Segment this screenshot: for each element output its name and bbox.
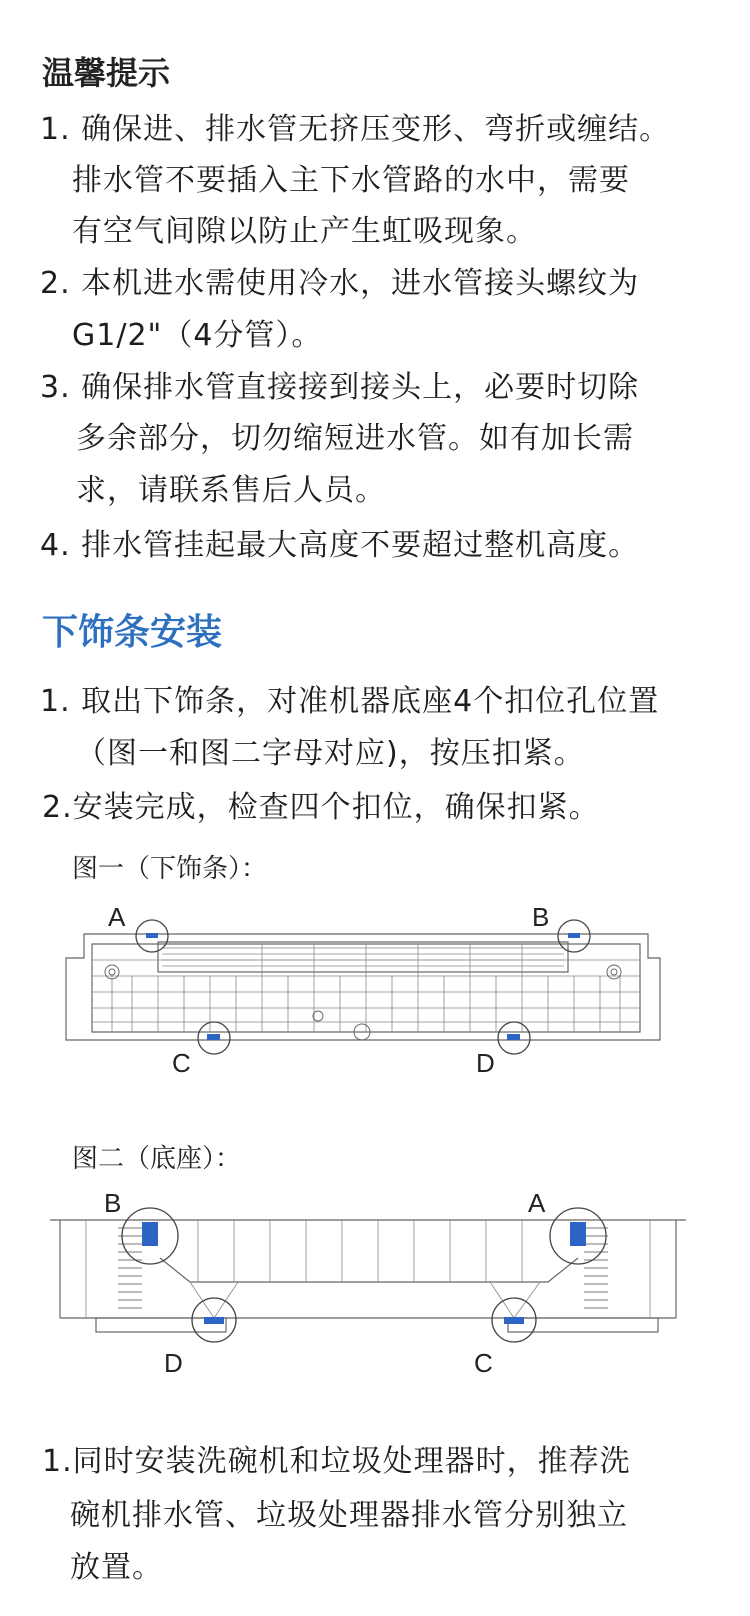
fig2-label-c: C xyxy=(474,1348,493,1378)
fig1-label-d: D xyxy=(476,1048,495,1078)
install-heading: 下饰条安装 xyxy=(42,612,223,653)
fig2-label-d: D xyxy=(164,1348,183,1378)
figure1-caption: 图一（下饰条）： xyxy=(72,854,268,884)
tip-3-line-3: 求，请联系售后人员。 xyxy=(76,473,386,508)
tip-1-line-1: 1. 确保进、排水管无挤压变形、弯折或缠结。 xyxy=(40,112,671,147)
tip-4-line-1: 4. 排水管挂起最大高度不要超过整机高度。 xyxy=(40,528,640,563)
install-step-1-line-1: 1. 取出下饰条，对准机器底座4个扣位孔位置 xyxy=(40,684,660,719)
note-line-2: 碗机排水管、垃圾处理器排水管分别独立 xyxy=(70,1498,628,1533)
install-step-2-line-1: 2.安装完成，检查四个扣位，确保扣紧。 xyxy=(42,790,600,825)
tip-1-line-3: 有空气间隙以防止产生虹吸现象。 xyxy=(72,214,537,249)
fig1-label-a: A xyxy=(108,902,126,932)
fig1-label-c: C xyxy=(172,1048,191,1078)
note-line-1: 1.同时安装洗碗机和垃圾处理器时，推荐洗 xyxy=(42,1444,631,1479)
figure2-base-diagram xyxy=(0,1182,750,1392)
figure2-caption: 图二（底座）： xyxy=(72,1144,242,1174)
tip-3-line-2: 多余部分，切勿缩短进水管。如有加长需 xyxy=(76,421,634,456)
install-step-1-line-2: （图一和图二字母对应)，按压扣紧。 xyxy=(76,736,585,771)
fig2-label-b: B xyxy=(104,1188,122,1218)
tip-3-line-1: 3. 确保排水管直接接到接头上，必要时切除 xyxy=(40,370,640,405)
tip-2-line-2: G1/2"（4分管）。 xyxy=(72,318,323,353)
figure1-trim-strip-diagram xyxy=(0,892,750,1092)
fig1-label-b: B xyxy=(532,902,550,932)
tips-heading: 温馨提示 xyxy=(42,54,171,92)
fig2-label-a: A xyxy=(528,1188,546,1218)
tip-2-line-1: 2. 本机进水需使用冷水，进水管接头螺纹为 xyxy=(40,266,640,301)
note-line-3: 放置。 xyxy=(70,1550,163,1585)
tip-1-line-2: 排水管不要插入主下水管路的水中，需要 xyxy=(72,163,630,198)
